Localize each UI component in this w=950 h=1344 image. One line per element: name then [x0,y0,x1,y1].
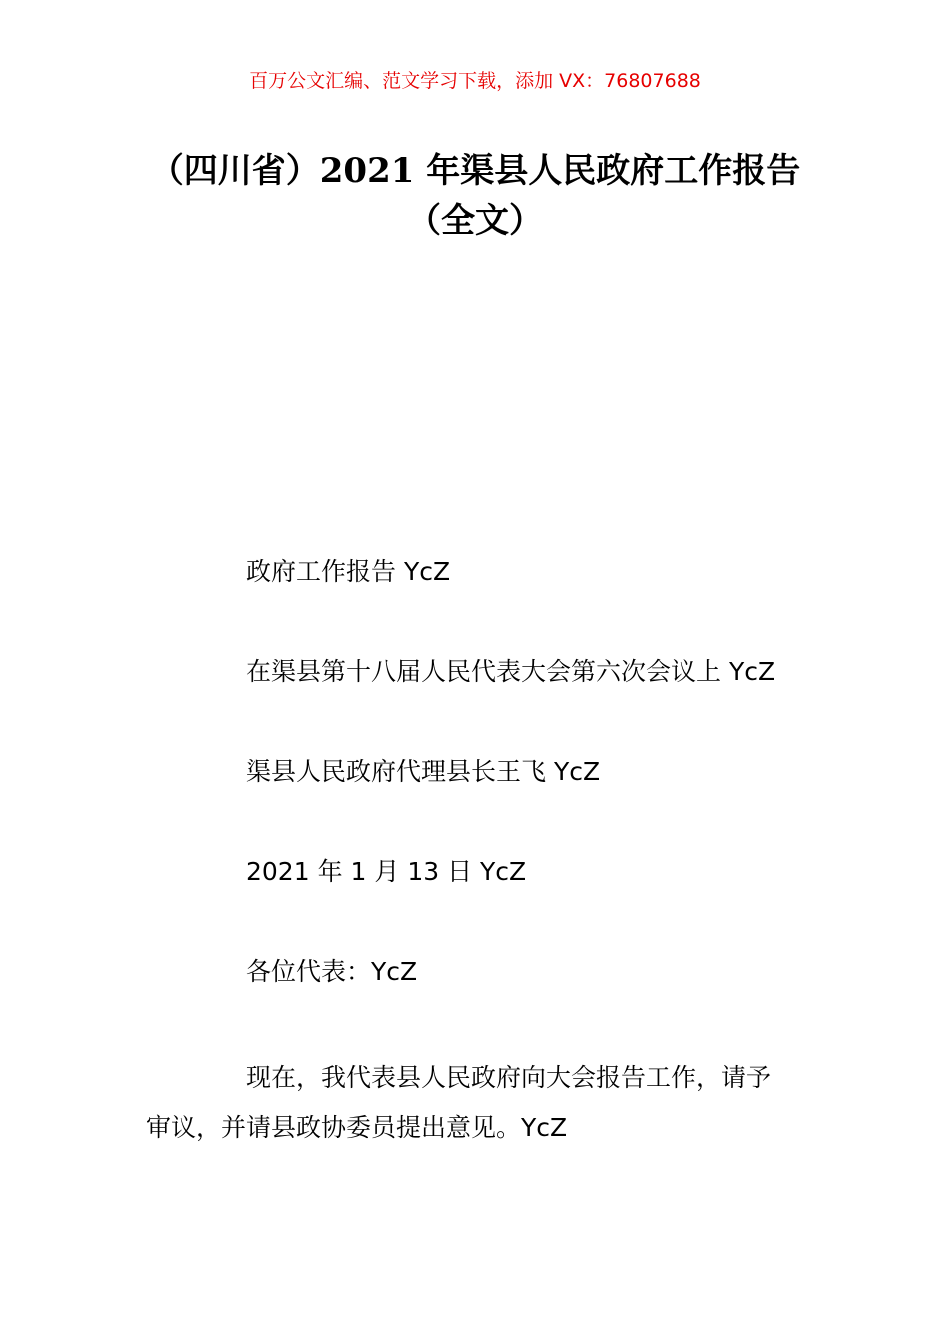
speaker-line: 渠县人民政府代理县长王飞 YcZ [246,757,601,786]
opening-paragraph-line-2: 审议，并请县政协委员提出意见。YcZ [146,1113,568,1142]
date-line: 2021 年 1 月 13 日 YcZ [246,857,527,886]
report-name-line: 政府工作报告 YcZ [246,557,451,586]
header-note: 百万公文汇编、范文学习下载，添加 VX：76807688 [249,70,701,92]
salutation-line: 各位代表：YcZ [246,957,418,986]
title-line-2: （全文） [407,201,543,241]
opening-paragraph-line-1: 现在，我代表县人民政府向大会报告工作，请予 [246,1063,772,1092]
occasion-line: 在渠县第十八届人民代表大会第六次会议上 YcZ [246,657,776,686]
opening-paragraph [146,1053,808,1153]
title-line-1: （四川省）2021 年渠县人民政府工作报告 [149,151,801,191]
document-title [120,146,830,246]
